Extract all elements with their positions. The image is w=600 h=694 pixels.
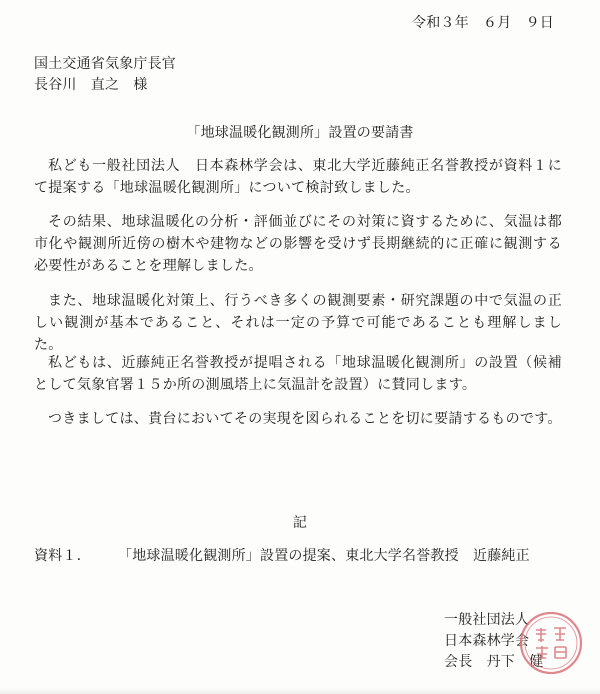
body-paragraph-3: また、地球温暖化対策上、行うべき多くの観測要素・研究課題の中で気温の正しい観測が基本であること、それは一定の予算で可能であることも理解しました。: [34, 293, 562, 353]
addressee-name: 長谷川 直之 様: [34, 77, 148, 93]
scan-edge-shadow: [0, 688, 600, 694]
official-seal-stamp: [518, 610, 584, 676]
reference-label: 資料１.: [34, 548, 82, 564]
ki-heading: 記: [292, 515, 308, 531]
addressee-organization: 国土交通省気象庁長官: [34, 56, 176, 72]
body-paragraph-1: 私ども一般社団法人 日本森林学会は、東北大学近藤純正名誉教授が資料１にて提案する「地球温暖化観測所」について検討致しました。: [34, 158, 562, 196]
body-paragraph-4: 私どもは、近藤純正名誉教授が提唱される「地球温暖化観測所」の設置（候補として気象官署１５か所の測風塔上に気温計を設置）に賛同します。: [34, 355, 562, 393]
signature-org-type: 一般社団法人: [444, 612, 530, 628]
document-date: 令和３年 ６月 ９日: [412, 15, 554, 31]
document-title: 「地球温暖化観測所」設置の要請書: [186, 125, 414, 141]
reference-text: 「地球温暖化観測所」設置の提案、東北大学名誉教授 近藤純正: [118, 548, 530, 564]
signature-president: 会長 丹下 健: [444, 654, 544, 670]
signature-org-name: 日本森林学会: [444, 633, 530, 649]
body-paragraph-5: つきましては、貴台においてその実現を図られることを切に要請するものです。: [48, 411, 562, 427]
body-paragraph-2: その結果、地球温暖化の分析・評価並びにその対策に資するために、気温は都市化や観測所近傍の樹木や建物などの影響を受けず長期継続的に正確に観測する必要性があることを理解しました。: [34, 214, 562, 274]
